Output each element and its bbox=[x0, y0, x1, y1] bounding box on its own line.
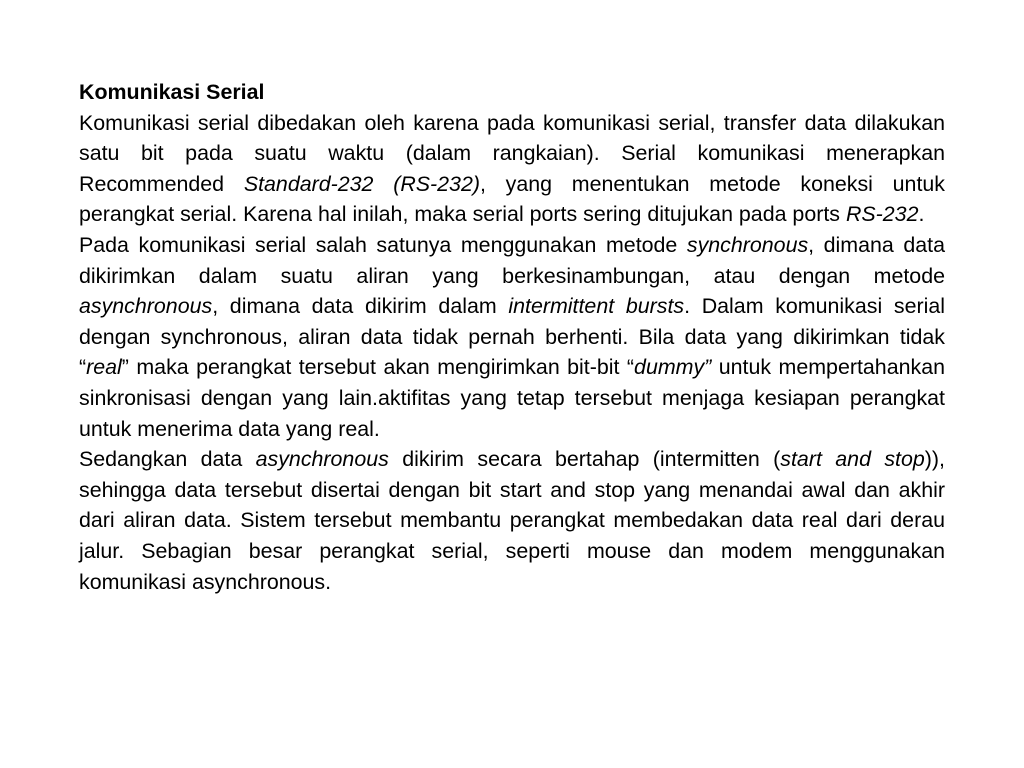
p2-italic-dummy: dummy” bbox=[634, 355, 712, 380]
p1-text-e: . bbox=[918, 202, 925, 227]
p1-italic-rs232: RS-232 bbox=[845, 202, 919, 227]
p2-italic-synchronous: synchronous bbox=[686, 232, 809, 257]
paragraph-asynchronous bbox=[79, 444, 945, 597]
p3-text-e: )), sehingga data tersebut disertai dengan bit start and stop yang menandai awal dan akhir dari aliran data. Sistem tersebut membantu perangkat membedakan data real dari derau jalur. Sebagian besar perangkat serial, seperti mouse dan modem menggunakan komunikasi asynchronous. bbox=[79, 447, 945, 594]
p2-text-c: , dimana data dikirimkan dalam suatu aliran yang berkesinambungan, atau dengan metode bbox=[79, 232, 945, 288]
paragraph-serial-intro bbox=[79, 108, 945, 230]
p2-text-k: untuk mempertahankan sinkronisasi dengan yang lain.aktifitas yang tetap tersebut menjaga kesiapan perangkat untuk menerima data yang real. bbox=[79, 355, 945, 441]
p2-italic-intermittent-bursts: intermittent bursts bbox=[508, 294, 685, 319]
p2-italic-real: real bbox=[86, 355, 122, 380]
p3-italic-asynchronous: asynchronous bbox=[255, 447, 389, 472]
paragraph-synchronous bbox=[79, 230, 945, 444]
p1-italic-rs232-standard: Standard-232 (RS-232) bbox=[243, 171, 480, 196]
slide-title: Komunikasi Serial bbox=[79, 80, 265, 104]
p3-italic-start-and-stop: start and stop bbox=[780, 447, 925, 472]
p2-text-e: , dimana data dikirim dalam bbox=[212, 294, 509, 319]
p2-text-a: Pada komunikasi serial salah satunya menggunakan metode bbox=[79, 232, 687, 257]
p1-text-c: , yang menentukan metode koneksi untuk perangkat serial. Karena hal inilah, maka serial ports sering ditujukan pada ports bbox=[79, 171, 945, 227]
p1-text-a: Komunikasi serial dibedakan oleh karena pada komunikasi serial, transfer data dilakukan satu bit pada suatu waktu (dalam rangkaian). Serial komunikasi menerapkan Recommended bbox=[79, 110, 945, 196]
slide-content bbox=[79, 77, 945, 597]
p2-text-g: . Dalam komunikasi serial dengan synchronous, aliran data tidak pernah berhenti. Bila data yang dikirimkan tidak “ bbox=[79, 294, 945, 380]
p2-italic-asynchronous: asynchronous bbox=[79, 294, 213, 319]
p3-text-c: dikirim secara bertahap (intermitten ( bbox=[388, 447, 781, 472]
p2-text-i: ” maka perangkat tersebut akan mengirimkan bit-bit “ bbox=[121, 355, 635, 380]
p3-text-a: Sedangkan data bbox=[79, 447, 256, 472]
